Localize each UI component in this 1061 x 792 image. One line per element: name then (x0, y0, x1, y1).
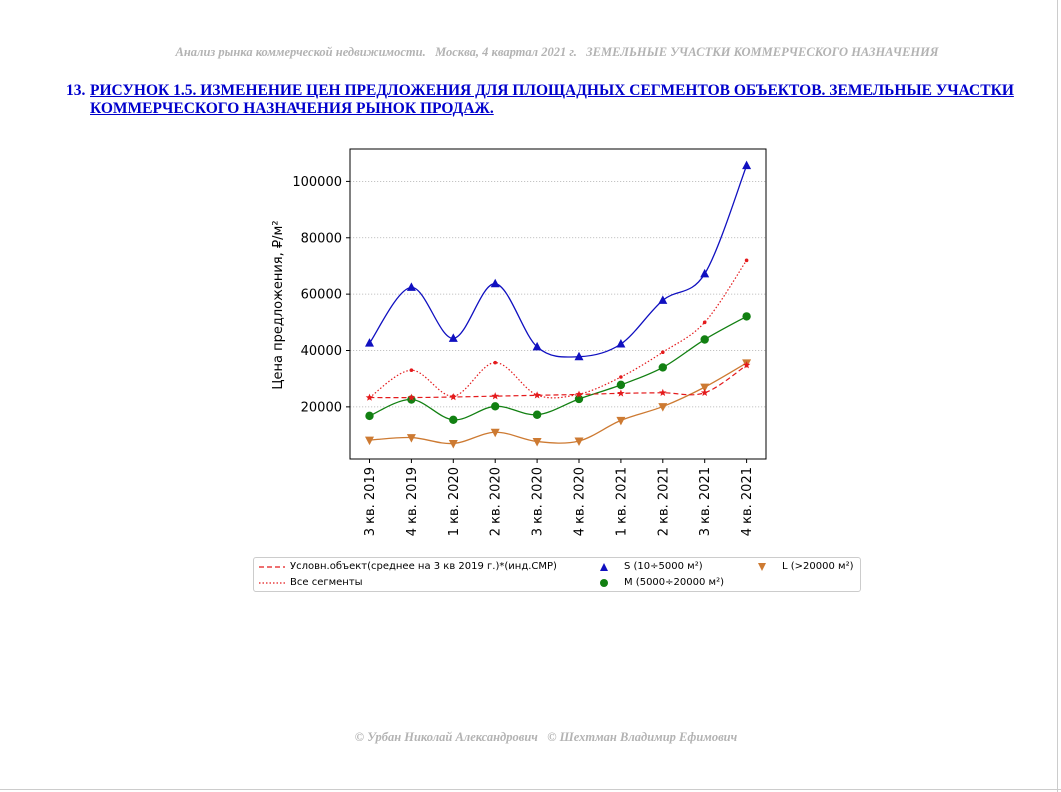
data-point-m (365, 412, 373, 420)
report-footer: © Урбан Николай Александрович © Шехтман Владимир Ефимович (354, 730, 738, 744)
chart-legend (253, 557, 861, 592)
data-point-all (410, 368, 414, 372)
data-point-all (619, 375, 623, 379)
page-border (1057, 0, 1058, 792)
data-point-all (493, 361, 497, 365)
y-tick-label: 20000 (300, 400, 342, 416)
legend-label: L (>20000 м²) (782, 561, 854, 572)
x-tick-label: 3 кв. 2020 (530, 467, 546, 537)
data-point-m (491, 402, 499, 410)
caption-number: 13. (66, 82, 86, 99)
data-point-all (661, 350, 665, 354)
x-tick-label: 4 кв. 2021 (740, 467, 756, 537)
data-point-all (703, 321, 707, 325)
report-header: Анализ рынка коммерческой недвижимости. Москва, 4 квартал 2021 г. ЗЕМЕЛЬНЫЕ УЧАСТКИ КОММЕРЧЕСКОГО НАЗНАЧЕНИЯ (175, 45, 939, 59)
x-tick-label: 1 кв. 2020 (446, 467, 462, 537)
data-point-all (745, 259, 749, 263)
x-tick-label: 2 кв. 2020 (488, 467, 504, 537)
y-tick-label: 40000 (300, 344, 342, 359)
legend-label: M (5000÷20000 м²) (624, 577, 724, 588)
x-tick-label: 4 кв. 2020 (572, 467, 588, 537)
legend-label: Условн.объект(среднее на 3 кв 2019 г.)*(инд.СМР) (290, 561, 557, 572)
data-point-m (659, 363, 667, 371)
x-tick-label: 2 кв. 2021 (656, 467, 672, 537)
legend-label: Все сегменты (290, 577, 363, 588)
y-axis-label: Цена предложения, ₽/м² (271, 220, 286, 390)
y-tick-label: 100000 (292, 174, 342, 190)
data-point-m (449, 416, 457, 424)
data-point-m (533, 411, 541, 419)
x-tick-label: 3 кв. 2019 (363, 467, 378, 537)
x-tick-label: 1 кв. 2021 (614, 467, 630, 537)
caption-link[interactable]: РИСУНОК 1.5. ИЗМЕНЕНИЕ ЦЕН ПРЕДЛОЖЕНИЯ ДЛЯ ПЛОЩАДНЫХ СЕГМЕНТОВ ОБЪЕКТОВ. ЗЕМЕЛЬНЫЕ УЧАСТКИ КОММЕРЧЕСКОГО НАЗНАЧЕНИЯ РЫНОК ПРОДАЖ. (90, 82, 1014, 117)
legend-label: S (10÷5000 м²) (624, 561, 703, 572)
page-border (0, 789, 1061, 790)
y-tick-label: 80000 (300, 231, 342, 247)
x-tick-label: 3 кв. 2021 (698, 467, 714, 537)
x-tick-label: 4 кв. 2019 (404, 467, 420, 537)
plot-area (350, 149, 766, 459)
y-tick-label: 60000 (300, 287, 342, 303)
data-point-m (742, 312, 750, 320)
data-point-m (701, 335, 709, 343)
data-point-m (617, 381, 625, 389)
